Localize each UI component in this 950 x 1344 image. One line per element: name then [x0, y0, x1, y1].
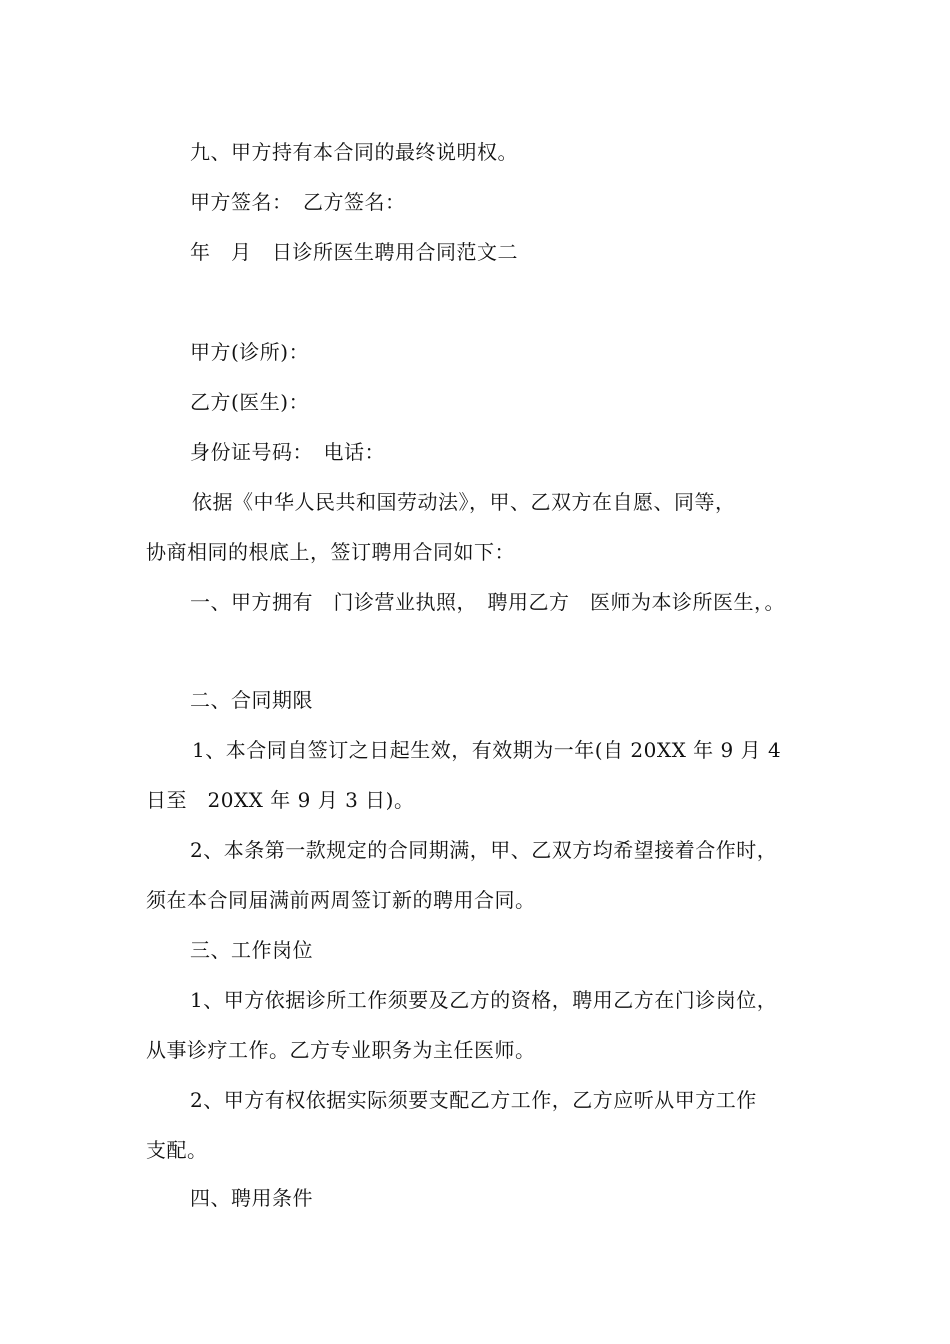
date-and-title-line: 年 月 日诊所医生聘用合同范文二 [190, 240, 518, 264]
section-heading-term: 二、合同期限 [190, 688, 313, 712]
clause-one-text: 一、甲方拥有 门诊营业执照， 聘用乙方 医师为本诊所医生，。 [190, 590, 785, 614]
clause-nine-text: 九、甲方持有本合同的最终说明权。 [190, 140, 518, 164]
section-heading-position: 三、工作岗位 [190, 938, 313, 962]
term-item-2-line-1: 2、本条第一款规定的合同期满，甲、乙双方均希望接着合作时， [190, 838, 778, 862]
party-a-line: 甲方(诊所)： [190, 340, 310, 364]
term-item-1-line-1: 1、本合同自签订之日起生效，有效期为一年(自 20XX 年 9 月 4 [192, 738, 782, 762]
party-b-line: 乙方(医生)： [190, 390, 310, 414]
preamble-line-2: 协商相同的根底上，签订聘用合同如下： [146, 540, 515, 564]
term-item-2-line-2: 须在本合同届满前两周签订新的聘用合同。 [146, 888, 536, 912]
term-item-1-line-2: 日至 20XX 年 9 月 3 日)。 [146, 788, 415, 812]
section-heading-conditions: 四、聘用条件 [190, 1186, 313, 1210]
signature-line: 甲方签名： 乙方签名： [190, 190, 406, 214]
position-item-2-line-1: 2、甲方有权依据实际须要支配乙方工作，乙方应听从甲方工作 [190, 1088, 757, 1112]
position-item-1-line-2: 从事诊疗工作。乙方专业职务为主任医师。 [146, 1038, 536, 1062]
position-item-2-line-2: 支配。 [146, 1138, 208, 1162]
preamble-line-1: 依据《中华人民共和国劳动法》，甲、乙双方在自愿、同等， [192, 490, 736, 514]
id-phone-line: 身份证号码： 电话： [190, 440, 385, 464]
position-item-1-line-1: 1、甲方依据诊所工作须要及乙方的资格，聘用乙方在门诊岗位， [190, 988, 778, 1012]
